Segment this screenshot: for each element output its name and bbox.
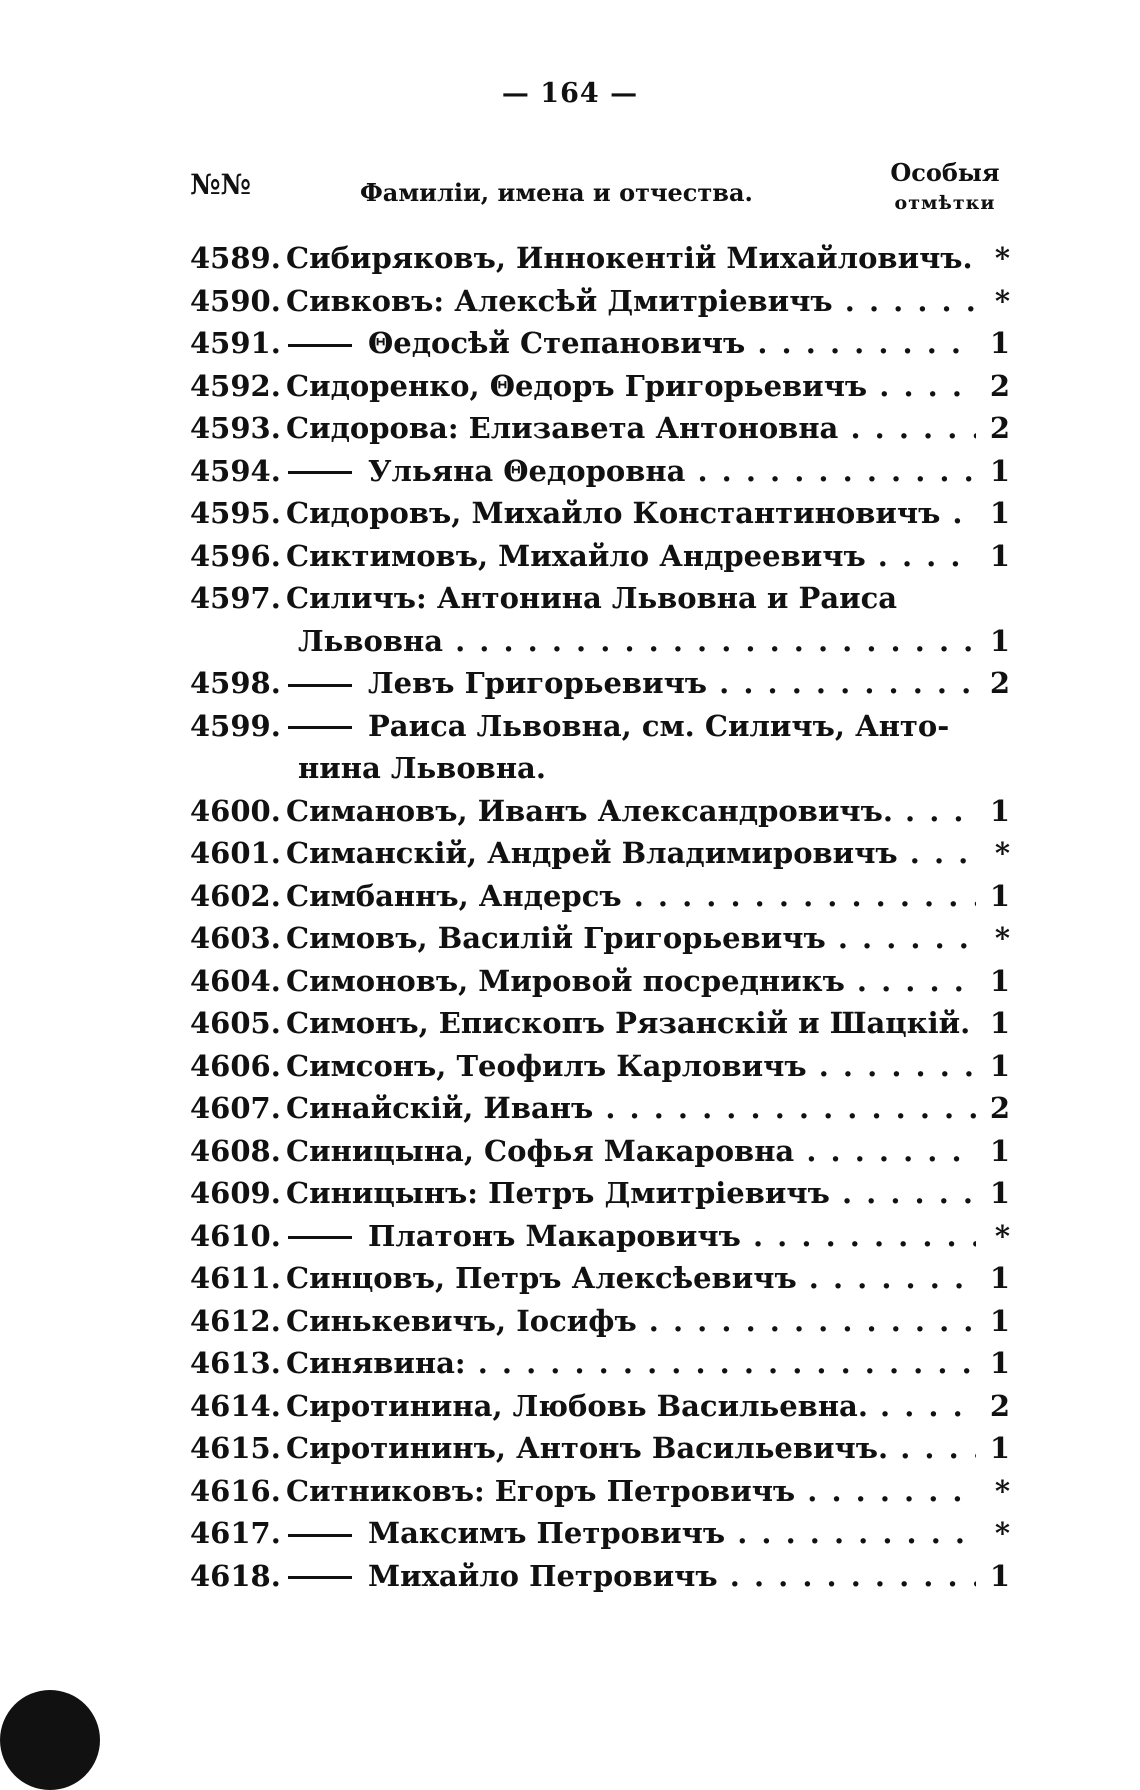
- ditto-dash: [288, 684, 352, 687]
- entry-name: Платонъ Макаровичъ . . .: [368, 1219, 976, 1253]
- list-item: [190, 1427, 1010, 1470]
- entry-mark: 2: [989, 666, 1010, 700]
- entry-mark: 1: [989, 1261, 1010, 1295]
- entry-mark: 1: [989, 1346, 1010, 1380]
- entry-text-cell: [286, 1427, 976, 1470]
- header-marks-line2: отмѣтки: [894, 192, 996, 214]
- entry-number: 4603.: [190, 921, 281, 955]
- entry-text-cell: [286, 1045, 976, 1088]
- entry-number: 4613.: [190, 1346, 281, 1380]
- entry-mark: *: [994, 836, 1010, 870]
- entry-name: Максимъ Петровичъ . . .: [368, 1516, 976, 1550]
- header-marks: [890, 156, 1000, 216]
- list-item: [190, 875, 1010, 918]
- entry-name: Сиротинина, Любовь Васильевна. . . .: [286, 1389, 976, 1423]
- entry-name: Ситниковъ: Егоръ Петровичъ . . .: [286, 1474, 976, 1508]
- entry-number: 4609.: [190, 1176, 281, 1210]
- entry-number: 4610.: [190, 1218, 281, 1253]
- entry-mark: 2: [989, 1091, 1010, 1125]
- list-item: [190, 1215, 1010, 1258]
- entry-name: Силичъ: Антонина Львовна и Раиса: [286, 581, 898, 615]
- list-item: [190, 1300, 1010, 1343]
- entry-text-cell: [286, 917, 976, 960]
- entry-name: Симсонъ, Теофилъ Карловичъ . . .: [286, 1049, 976, 1083]
- entry-mark: 1: [989, 326, 1010, 360]
- ditto-dash: [288, 1576, 352, 1579]
- list-item: [190, 790, 1010, 833]
- entry-mark: 1: [989, 1558, 1010, 1593]
- entry-mark: 1: [989, 1133, 1010, 1168]
- entry-text-cell: [286, 237, 976, 280]
- entry-mark: *: [994, 1516, 1010, 1550]
- entry-number: 4592.: [190, 368, 281, 403]
- entry-name: Сидоренко, Θедоръ Григорьевичъ . . .: [286, 369, 976, 403]
- entry-mark: *: [994, 1473, 1010, 1508]
- entry-number: 4614.: [190, 1388, 281, 1423]
- entry-text-cell: [286, 960, 976, 1003]
- entry-text-cell: [286, 875, 976, 918]
- entry-number: 4596.: [190, 538, 281, 573]
- entry-name: Симонъ, Епископъ Рязанскій и Шацкій.: [286, 1006, 971, 1040]
- list-item: [190, 960, 1010, 1003]
- entry-text-cell: [286, 322, 976, 365]
- entry-text-cell: [286, 365, 976, 408]
- entry-text-cell: [286, 1470, 976, 1513]
- entry-list: [190, 237, 1010, 1597]
- list-item: [190, 662, 1010, 705]
- entry-text-cell: [286, 450, 976, 493]
- list-item: [190, 322, 1010, 365]
- entry-text-cell: [286, 1087, 976, 1130]
- list-item: [190, 535, 1010, 578]
- entry-number: 4604.: [190, 963, 281, 998]
- entry-name: Синицына, Софья Макаровна . . .: [286, 1134, 976, 1168]
- entry-text-cell: [286, 832, 976, 875]
- list-item: [190, 450, 1010, 493]
- entry-name: Сидоровъ, Михайло Константиновичъ . . .: [286, 496, 976, 530]
- entry-text-cell: [286, 1257, 976, 1300]
- entry-name: Синцовъ, Петръ Алексѣевичъ . . .: [286, 1261, 976, 1295]
- list-item: [190, 1512, 1010, 1555]
- entry-number: 4611.: [190, 1261, 281, 1295]
- entry-mark: 1: [989, 1176, 1010, 1210]
- ditto-dash: [288, 471, 352, 474]
- entry-text-cell: [286, 620, 976, 663]
- entry-text-cell: [286, 1555, 976, 1598]
- list-item: [190, 492, 1010, 535]
- entry-number: 4607.: [190, 1091, 281, 1125]
- entry-number: 4605.: [190, 1006, 281, 1040]
- entry-text-cell: [286, 747, 976, 790]
- entry-mark: 1: [989, 1048, 1010, 1083]
- entry-text-cell: [286, 1002, 976, 1045]
- entry-name: Θедосѣй Степановичъ . . .: [368, 326, 976, 360]
- list-item: [190, 237, 1010, 280]
- entry-mark: 1: [989, 963, 1010, 998]
- entry-name: Левъ Григорьевичъ . . .: [368, 666, 976, 700]
- entry-name: Сиротининъ, Антонъ Васильевичъ. . . .: [286, 1431, 976, 1465]
- list-item: [190, 1342, 1010, 1385]
- entry-number: 4591.: [190, 326, 281, 360]
- entry-text-cell: [286, 662, 976, 705]
- list-item: [190, 620, 1010, 663]
- entry-number: 4602.: [190, 878, 281, 913]
- entry-mark: 1: [989, 496, 1010, 530]
- entry-mark: *: [994, 283, 1010, 318]
- list-item: [190, 1555, 1010, 1598]
- entry-text-cell: [286, 1512, 976, 1555]
- entry-number: 4599.: [190, 708, 281, 743]
- entry-number: 4595.: [190, 496, 281, 530]
- entry-number: 4606.: [190, 1048, 281, 1083]
- entry-name: Симбаннъ, Андерсъ . . .: [286, 879, 976, 913]
- list-item: [190, 1045, 1010, 1088]
- entry-text-cell: [286, 492, 976, 535]
- list-item: [190, 1087, 1010, 1130]
- entry-text-cell: [286, 1300, 976, 1343]
- entry-text-cell: [286, 1342, 976, 1385]
- list-item: [190, 705, 1010, 748]
- entry-name: Ульяна Θедоровна . . .: [368, 454, 976, 488]
- list-item: [190, 1470, 1010, 1513]
- entry-name: Синайскій, Иванъ . . .: [286, 1091, 976, 1125]
- entry-mark: 1: [989, 538, 1010, 573]
- entry-name: Сидорова: Елизавета Антоновна . . .: [286, 411, 976, 445]
- entry-mark: 2: [989, 368, 1010, 403]
- entry-name: Львовна . . .: [298, 624, 976, 658]
- entry-mark: *: [994, 921, 1010, 955]
- entry-text-cell: [286, 280, 976, 323]
- entry-name: Сибиряковъ, Иннокентій Михайловичъ.: [286, 241, 973, 275]
- entry-mark: 1: [989, 1303, 1010, 1338]
- entry-name: Симанскій, Андрей Владимировичъ . . .: [286, 836, 976, 870]
- list-item: [190, 747, 1010, 790]
- entry-name: Синицынъ: Петръ Дмитріевичъ . . .: [286, 1176, 976, 1210]
- entry-mark: *: [994, 241, 1010, 275]
- ditto-dash: [288, 1534, 352, 1537]
- entry-text-cell: [286, 1215, 976, 1258]
- entry-number: 4612.: [190, 1303, 281, 1338]
- entry-number: 4589.: [190, 241, 281, 275]
- entry-number: 4594.: [190, 453, 281, 488]
- list-item: [190, 407, 1010, 450]
- ink-blot: [0, 1690, 100, 1790]
- entry-number: 4600.: [190, 793, 281, 828]
- ditto-dash: [288, 344, 352, 347]
- entry-name: Симоновъ, Мировой посредникъ . . .: [286, 964, 976, 998]
- entry-number: 4590.: [190, 283, 281, 318]
- entry-number: 4616.: [190, 1473, 281, 1508]
- entry-name: Раиса Львовна, см. Силичъ, Анто-: [368, 708, 950, 743]
- entry-text-cell: [286, 1130, 976, 1173]
- entry-mark: 2: [989, 411, 1010, 445]
- entry-number: 4615.: [190, 1431, 281, 1465]
- entry-name: Симановъ, Иванъ Александровичъ. . . .: [286, 794, 976, 828]
- entry-text-cell: [286, 705, 976, 748]
- ditto-dash: [288, 1236, 352, 1239]
- entry-name: Симовъ, Василій Григорьевичъ . . .: [286, 921, 976, 955]
- header-names: Фамиліи, имена и отчества.: [360, 178, 753, 207]
- entry-text-cell: [286, 790, 976, 833]
- entry-number: 4593.: [190, 411, 281, 445]
- entry-number: 4608.: [190, 1133, 281, 1168]
- list-item: [190, 917, 1010, 960]
- entry-mark: 1: [989, 453, 1010, 488]
- entry-text-cell: [286, 577, 976, 620]
- entry-name: нина Львовна.: [298, 751, 546, 785]
- entry-name: Сивковъ: Алексѣй Дмитріевичъ . . .: [286, 284, 976, 318]
- header-number: №№: [190, 168, 251, 201]
- entry-name: Михайло Петровичъ . . .: [368, 1559, 976, 1593]
- list-item: [190, 577, 1010, 620]
- list-item: [190, 1002, 1010, 1045]
- list-item: [190, 1257, 1010, 1300]
- list-item: [190, 1385, 1010, 1428]
- entry-mark: 2: [989, 1388, 1010, 1423]
- column-header: [190, 152, 1010, 232]
- entry-mark: *: [994, 1218, 1010, 1253]
- list-item: [190, 1130, 1010, 1173]
- entry-text-cell: [286, 1172, 976, 1215]
- entry-name: Синькевичъ, Іосифъ . . .: [286, 1304, 976, 1338]
- entry-number: 4617.: [190, 1516, 281, 1550]
- list-item: [190, 365, 1010, 408]
- ditto-dash: [288, 726, 352, 729]
- list-item: [190, 280, 1010, 323]
- entry-mark: 1: [989, 623, 1010, 658]
- entry-mark: 1: [989, 793, 1010, 828]
- entry-number: 4597.: [190, 581, 281, 615]
- header-marks-line1: Особыя: [890, 158, 1000, 187]
- list-item: [190, 832, 1010, 875]
- entry-number: 4601.: [190, 836, 281, 870]
- list-item: [190, 1172, 1010, 1215]
- entry-mark: 1: [989, 1431, 1010, 1465]
- entry-mark: 1: [989, 1006, 1010, 1040]
- entry-name: Синявина: . . .: [286, 1346, 976, 1380]
- entry-number: 4598.: [190, 666, 281, 700]
- entry-text-cell: [286, 1385, 976, 1428]
- entry-number: 4618.: [190, 1558, 281, 1593]
- page-number: — 164 —: [501, 78, 639, 109]
- entry-name: Сиктимовъ, Михайло Андреевичъ . . .: [286, 539, 976, 573]
- entry-mark: 1: [989, 878, 1010, 913]
- entry-text-cell: [286, 407, 976, 450]
- entry-text-cell: [286, 535, 976, 578]
